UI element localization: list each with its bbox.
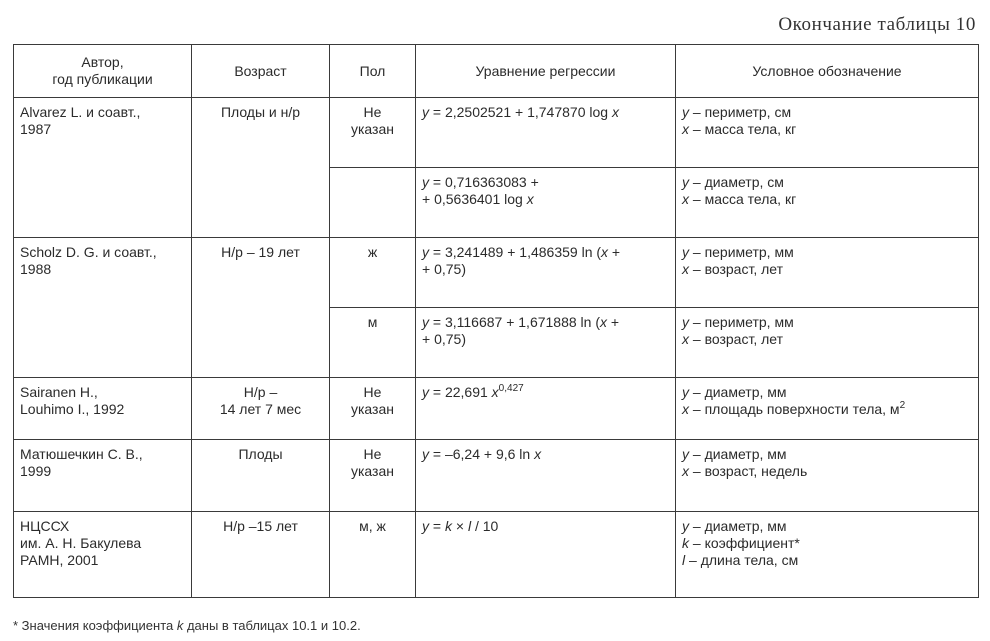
author-line: РАМН, 2001 xyxy=(20,552,99,568)
age-cell xyxy=(192,440,330,512)
column-header xyxy=(14,45,192,98)
sex-line: м, ж xyxy=(359,518,386,534)
equation-line: y = 3,116687 + 1,671888 ln (x + xyxy=(422,314,620,330)
table-caption: Окончание таблицы 10 xyxy=(778,14,976,35)
footnote: * Значения коэффициента k даны в таблицах 10.1 и 10.2. xyxy=(13,618,361,633)
sex-line: указан xyxy=(351,463,394,479)
notation-cell xyxy=(676,168,979,238)
author-cell xyxy=(14,378,192,440)
column-header-line: Автор, xyxy=(81,54,124,70)
notation-line: k – коэффициент* xyxy=(682,535,800,551)
notation-cell xyxy=(676,238,979,308)
regression-table xyxy=(13,44,979,598)
sex-cell xyxy=(330,98,416,168)
equation-cell xyxy=(416,308,676,378)
sex-cell xyxy=(330,308,416,378)
sex-cell xyxy=(330,168,416,238)
age-line: 14 лет 7 мес xyxy=(219,401,302,417)
notation-line: l – длина тела, см xyxy=(682,552,799,568)
author-cell xyxy=(14,238,192,378)
notation-line: x – возраст, лет xyxy=(682,261,784,277)
table-row xyxy=(14,238,979,308)
author-line: 1999 xyxy=(20,463,52,479)
notation-cell xyxy=(676,98,979,168)
table-row xyxy=(14,98,979,168)
column-header-line: Пол xyxy=(359,62,386,79)
age-cell xyxy=(192,238,330,378)
sex-line: указан xyxy=(351,121,394,137)
column-header xyxy=(676,45,979,98)
equation-cell xyxy=(416,440,676,512)
age-line: Н/р – 19 лет xyxy=(221,244,300,260)
equation-line: y = 3,241489 + 1,486359 ln (x + xyxy=(422,244,621,260)
equation-cell xyxy=(416,378,676,440)
notation-line: y – периметр, мм xyxy=(682,314,794,330)
author-line: 1987 xyxy=(20,121,52,137)
author-cell xyxy=(14,440,192,512)
sex-line: Не xyxy=(363,384,382,400)
notation-line: y – диаметр, мм xyxy=(682,384,787,400)
author-line: им. А. Н. Бакулева xyxy=(20,535,142,551)
notation-line: y – периметр, см xyxy=(682,104,792,120)
author-line: Матюшечкин С. В., xyxy=(20,446,143,462)
author-cell xyxy=(14,512,192,598)
notation-line: x – возраст, лет xyxy=(682,331,784,347)
notation-cell xyxy=(676,308,979,378)
equation-line: + 0,75) xyxy=(422,261,466,277)
equation-line: y = 22,691 $x^{0,427}$ xyxy=(422,383,524,400)
notation-line: x – возраст, недель xyxy=(682,463,808,479)
age-cell xyxy=(192,98,330,238)
age-line: Плоды xyxy=(238,446,283,462)
sex-line: Не xyxy=(363,104,382,120)
sex-line: указан xyxy=(351,401,394,417)
table-header-row xyxy=(14,45,979,98)
table-row xyxy=(14,440,979,512)
notation-line: x – масса тела, кг xyxy=(682,191,797,207)
notation-superscript: 2 xyxy=(899,400,906,411)
sex-line: ж xyxy=(367,244,378,260)
equation-cell xyxy=(416,168,676,238)
equation-line: y = 0,716363083 + xyxy=(422,174,539,190)
author-line: НЦССХ xyxy=(20,518,70,534)
notation-line: x – площадь поверхности тела, $м^2$ xyxy=(682,400,906,417)
sex-cell xyxy=(330,512,416,598)
age-line: Плоды и н/р xyxy=(220,104,301,120)
equation-cell xyxy=(416,512,676,598)
author-cell xyxy=(14,98,192,238)
notation-line: x – масса тела, кг xyxy=(682,121,797,137)
equation-cell xyxy=(416,238,676,308)
notation-line: y – диаметр, мм xyxy=(682,446,787,462)
column-header xyxy=(416,45,676,98)
column-header-line: Условное обозначение xyxy=(752,62,902,79)
equation-line: y = 2,2502521 + 1,747870 log x xyxy=(422,104,619,120)
author-line: Sairanen H., xyxy=(20,384,98,400)
author-line: Alvarez L. и соавт., xyxy=(20,104,141,120)
age-cell xyxy=(192,512,330,598)
author-line: Louhimo I., 1992 xyxy=(20,401,125,417)
table-row xyxy=(14,378,979,440)
author-line: Scholz D. G. и соавт., xyxy=(20,244,157,260)
notation-cell xyxy=(676,378,979,440)
equation-line: + 0,5636401 log x xyxy=(422,191,534,207)
column-header xyxy=(330,45,416,98)
sex-line: Не xyxy=(363,446,382,462)
table-row xyxy=(14,512,979,598)
table-body xyxy=(14,98,979,598)
age-line: Н/р – xyxy=(243,384,278,400)
author-line: 1988 xyxy=(20,261,52,277)
notation-cell xyxy=(676,440,979,512)
sex-line: м xyxy=(367,314,378,330)
sex-cell xyxy=(330,378,416,440)
sex-cell xyxy=(330,238,416,308)
equation-line: y = –6,24 + 9,6 ln x xyxy=(422,446,542,462)
notation-line: y – диаметр, см xyxy=(682,174,784,190)
age-line: Н/р –15 лет xyxy=(223,518,298,534)
column-header-line: год публикации xyxy=(52,71,153,87)
notation-line: y – периметр, мм xyxy=(682,244,794,260)
column-header-line: Уравнение регрессии xyxy=(475,62,616,79)
equation-line: + 0,75) xyxy=(422,331,466,347)
equation-superscript: 0,427 xyxy=(498,383,524,394)
sex-cell xyxy=(330,440,416,512)
equation-line: y = k × l / 10 xyxy=(422,518,499,534)
notation-line: y – диаметр, мм xyxy=(682,518,787,534)
equation-cell xyxy=(416,98,676,168)
age-cell xyxy=(192,378,330,440)
column-header xyxy=(192,45,330,98)
notation-cell xyxy=(676,512,979,598)
column-header-line: Возраст xyxy=(234,62,287,79)
